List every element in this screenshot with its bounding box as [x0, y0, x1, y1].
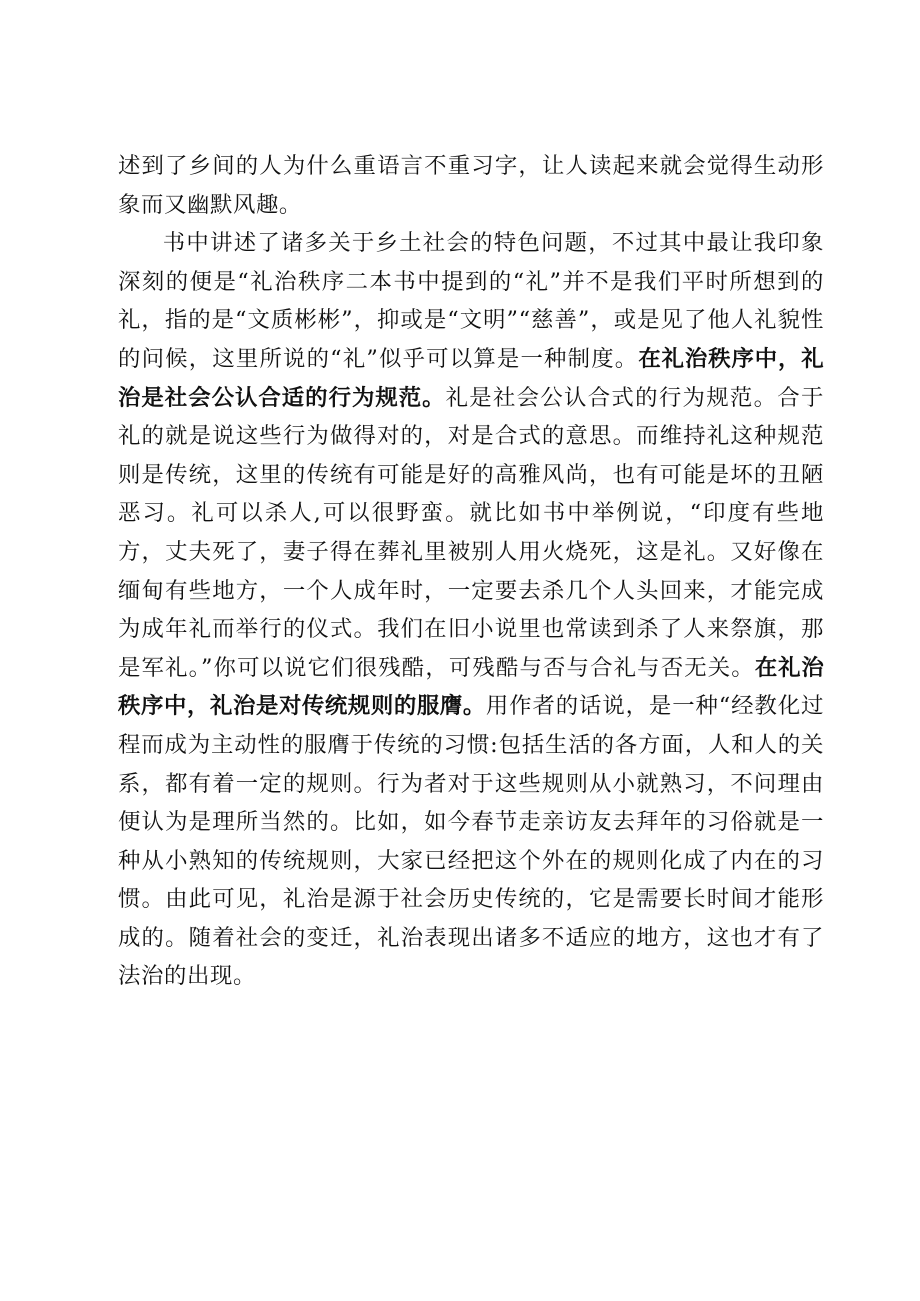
text-run: 述到了乡间的人为什么重语言不重习字，让人读起来就会觉得生动形象而又幽默风趣。: [118, 153, 824, 218]
bold-text-run: 在礼治秩序中，礼治是社会公认合适的行为规范。: [118, 345, 824, 411]
paragraph-continuation: [118, 147, 824, 224]
text-run: 书中讲述了诸多关于乡土社会的特色问题，不过其中最让我印象深刻的便是“礼治秩序二本书中提到的“礼”并不是我们平时所想到的礼，指的是“文质彬彬”，抑或是“文明”“慈善”，或是见了他人礼貌性的问候，这里所说的“礼”似乎可以算是一种制度。: [118, 230, 824, 372]
text-run: 用作者的话说，是一种“经教化过程而成为主动性的服膺于传统的习惯:包括生活的各方面，人和人的关系，都有着一定的规则。行为者对于这些规则从小就熟习，不问理由便认为是理所当然的。比如，如今春节走亲访友去拜年的习俗就是一种从小熟知的传统规则，大家已经把这个外在的规则化成了内在的习惯。由此可见，礼治是源于社会历史传统的，它是需要长时间才能形成的。随着社会的变迁，礼治表现出诸多不适应的地方，这也才有了法治的出现。: [118, 693, 824, 990]
paragraph-li-zhi: [118, 224, 824, 996]
bold-text-run: 在礼治秩序中，礼治是对传统规则的服膺。: [118, 654, 825, 720]
document-body: [118, 147, 824, 996]
text-run: 礼是社会公认合式的行为规范。合于礼的就是说这些行为做得对的，对是合式的意思。而维持礼这种规范则是传统，这里的传统有可能是好的高雅风尚，也有可能是坏的丑陋恶习。礼可以杀人,可以很野蛮。就比如书中举例说，“印度有些地方，丈夫死了，妻子得在葬礼里被别人用火烧死，这是礼。又好像在缅甸有些地方，一个人成年时，一定要去杀几个人头回来，才能完成为成年礼而举行的仪式。我们在旧小说里也常读到杀了人来祭旗，那是军礼。”你可以说它们很残酷，可残酷与否与合礼与否无关。: [118, 384, 824, 681]
